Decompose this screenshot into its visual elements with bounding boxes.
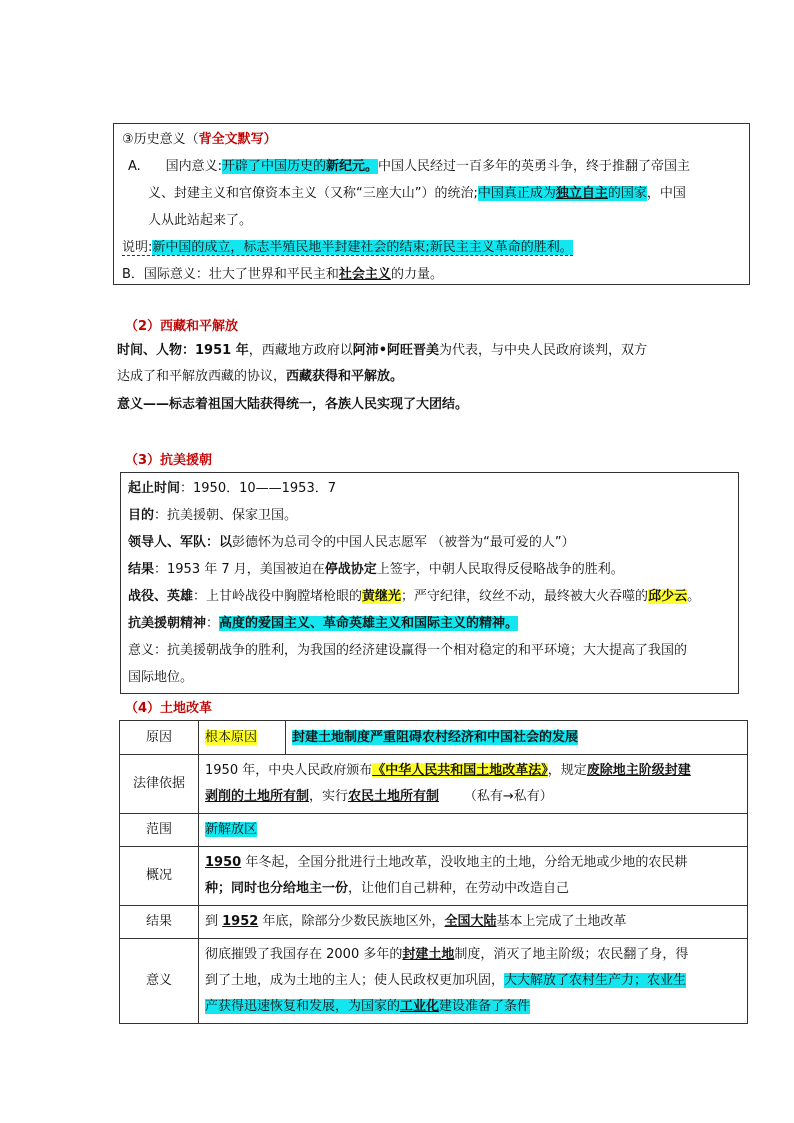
section2-heading: （2）西藏和平解放: [125, 319, 239, 334]
korean-war-box: [120, 472, 739, 694]
table-row: [120, 721, 748, 755]
section2-line3: 意义——标志着祖国大陆获得统一，各族人民实现了大团结。: [117, 397, 469, 412]
row-label-legal-basis: 法律依据: [120, 755, 199, 814]
significance-line1: 意义：抗美援朝战争的胜利，为我国的经济建设赢得一个相对稳定的和平环境；大大提高了我国的: [128, 643, 688, 658]
section4-heading: （4）土地改革: [125, 701, 213, 716]
cell-legal-basis: 1950 年，中央人民政府颁布《中华人民共和国土地改革法》，规定废除地主阶级封建 剥削的土地所有制，实行农民土地所有制 （私有→私有）: [199, 755, 748, 814]
historical-significance-box: [113, 123, 750, 285]
row-label-cause: 原因: [120, 721, 199, 755]
cell-overview: 1950 年冬起，全国分批进行土地改革，没收地主的土地，分给无地或少地的农民耕 种；同时也分给地主一份，让他们自己耕种，在劳动中改造自己: [199, 847, 748, 906]
explanation-line: 说明:新中国的成立，标志半殖民地半封建社会的结束;新民主主义革命的胜利。: [122, 240, 573, 255]
period-line: 起止时间：1950．10——1953．7: [128, 481, 336, 496]
international-significance-line: B．国际意义：壮大了世界和平民主和社会主义的力量。: [122, 267, 443, 282]
domestic-significance-line3: 人从此站起来了。: [148, 213, 253, 228]
result-line: 结果：1953 年 7 月，美国被迫在停战协定上签字，中朝人民取得反侵略战争的胜利。: [128, 562, 624, 577]
land-reform-table: [119, 720, 748, 1024]
cell-root-cause-text: 封建土地制度严重阻碍农村经济和中国社会的发展: [286, 721, 748, 755]
domestic-significance-line2: 义、封建主义和官僚资本主义（又称“三座大山”）的统治;中国真正成为独立自主的国家，中国: [148, 186, 686, 201]
row-label-overview: 概况: [120, 847, 199, 906]
battle-hero-line: 战役、英雄：上甘岭战役中胸膛堵枪眼的黄继光；严守纪律，纹丝不动，最终被大火吞噬的邱少云。: [128, 589, 701, 604]
section2-line2: 达成了和平解放西藏的协议，西藏获得和平解放。: [117, 369, 404, 384]
cell-significance: 彻底摧毁了我国存在 2000 多年的封建土地制度，消灭了地主阶级；农民翻了身，得 到了土地，成为土地的主人；使人民政权更加巩固，大大解放了农村生产力；农业生 产获得迅速恢复和发展，为国家的工业化建设准备了条件: [199, 939, 748, 1024]
box1-title: ③历史意义（背全文默写）: [122, 132, 277, 147]
table-row: [120, 755, 748, 814]
row-label-significance: 意义: [120, 939, 199, 1024]
leader-line: 领导人、军队：以彭德怀为总司令的中国人民志愿军 （被誉为“最可爱的人”）: [128, 535, 575, 550]
cell-scope: 新解放区: [199, 814, 748, 847]
spirit-line: 抗美援朝精神：高度的爱国主义、革命英雄主义和国际主义的精神。: [128, 616, 519, 631]
purpose-line: 目的：抗美援朝、保家卫国。: [128, 508, 298, 523]
domestic-significance-line1: A. 国内意义:开辟了中国历史的新纪元。中国人民经过一百多年的英勇斗争，终于推翻了帝国主: [128, 159, 691, 174]
cell-root-cause-label: 根本原因: [199, 721, 286, 755]
table-row: [120, 814, 748, 847]
table-row: [120, 847, 748, 906]
section2-line1: 时间、人物：1951 年，西藏地方政府以阿沛•阿旺晋美为代表，与中央人民政府谈判，双方: [117, 343, 648, 358]
cell-result: 到 1952 年底，除部分少数民族地区外，全国大陆基本上完成了土地改革: [199, 906, 748, 939]
table-row: [120, 906, 748, 939]
section3-heading: （3）抗美援朝: [125, 453, 213, 468]
row-label-scope: 范围: [120, 814, 199, 847]
row-label-result: 结果: [120, 906, 199, 939]
table-row: [120, 939, 748, 1024]
significance-line2: 国际地位。: [128, 670, 194, 685]
